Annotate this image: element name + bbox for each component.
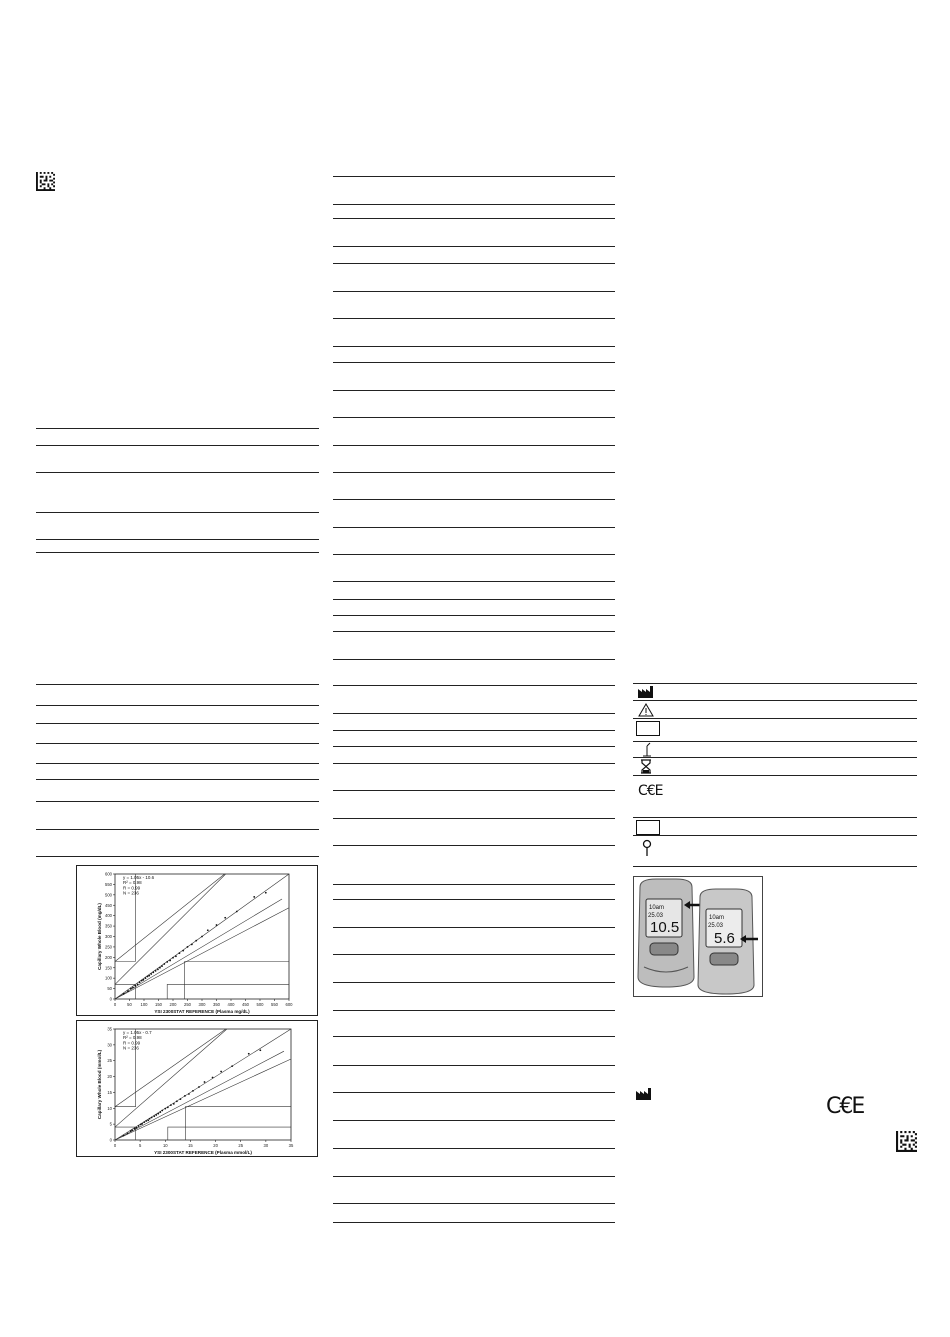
data-point <box>152 971 154 973</box>
y-tick-label: 25 <box>107 1058 112 1064</box>
data-point <box>195 940 197 942</box>
data-point <box>141 1123 143 1125</box>
data-point <box>178 952 180 954</box>
temperature-limit-icon <box>640 742 654 757</box>
data-point <box>137 984 139 986</box>
x-axis-label: YSI 2300STAT REFERENCE (Plasma mmol/L) <box>154 1150 252 1155</box>
datamatrix-barcode-bottom-icon <box>896 1131 917 1152</box>
data-point <box>159 967 161 969</box>
data-point <box>175 955 177 957</box>
data-point <box>151 1117 153 1119</box>
data-point <box>155 970 157 972</box>
data-point <box>169 960 171 962</box>
y-tick-label: 350 <box>105 923 112 929</box>
data-point <box>150 973 152 975</box>
lancet-icon <box>641 839 653 857</box>
x-tick-label: 30 <box>263 1143 269 1148</box>
data-point <box>179 1098 181 1100</box>
data-point <box>145 977 147 979</box>
y-tick-label: 400 <box>105 913 112 919</box>
x-tick-label: 600 <box>285 1002 293 1007</box>
y-tick-label: 30 <box>107 1042 112 1048</box>
regression-annotation: R = 0.99 <box>123 885 141 891</box>
y-axis-label: Capillary Whole Blood (mmol/L) <box>97 1049 102 1120</box>
data-point <box>172 957 174 959</box>
data-point <box>157 1113 159 1115</box>
data-point <box>176 1100 178 1102</box>
data-point <box>123 993 125 995</box>
zone-boundary <box>185 962 289 1000</box>
error-grid-line <box>115 1051 284 1140</box>
data-point <box>173 1103 175 1105</box>
x-tick-label: 5 <box>138 1143 142 1148</box>
y-tick-label: 250 <box>105 944 112 950</box>
data-point <box>136 1127 138 1129</box>
data-point <box>164 1108 166 1110</box>
data-point <box>153 1115 155 1117</box>
data-point <box>163 963 165 965</box>
data-point <box>259 1049 261 1051</box>
data-point <box>130 988 132 990</box>
x-tick-label: 25 <box>238 1143 244 1148</box>
y-tick-label: 600 <box>105 871 112 877</box>
data-point <box>236 911 238 913</box>
error-grid-line <box>115 1059 291 1140</box>
data-point <box>157 969 159 971</box>
chart-mgdl <box>76 865 318 1016</box>
regression-annotation: R = 0.99 <box>123 1040 141 1046</box>
data-point <box>149 1118 151 1120</box>
data-point <box>216 924 218 926</box>
data-point <box>141 980 143 982</box>
data-point <box>187 946 189 948</box>
y-tick-label: 20 <box>107 1074 112 1080</box>
chart-mmol <box>76 1020 318 1157</box>
data-point <box>253 896 255 898</box>
data-point <box>123 1135 125 1137</box>
meter-left-reading: 10.5 <box>650 919 680 936</box>
error-grid-line <box>115 899 282 999</box>
regression-annotation: y = 1.05x - 10.6 <box>123 875 155 880</box>
data-point <box>132 987 134 989</box>
data-point <box>166 961 168 963</box>
x-tick-label: 450 <box>242 1002 249 1007</box>
regression-annotation: N = 236 <box>123 1045 139 1051</box>
data-point <box>134 1128 136 1130</box>
x-tick-label: 300 <box>198 1002 206 1007</box>
zone-boundary <box>185 1107 291 1140</box>
regression-annotation: R² = 0.98 <box>123 1035 142 1041</box>
data-point <box>131 1129 133 1131</box>
data-point <box>207 929 209 931</box>
hourglass-icon <box>640 759 652 774</box>
meter-left-time: 10am <box>649 905 665 911</box>
data-point <box>147 976 149 978</box>
data-point <box>134 985 136 987</box>
regression-annotation: R² = 0.98 <box>123 880 142 886</box>
x-tick-label: 20 <box>213 1143 218 1148</box>
meter-photo <box>633 876 763 997</box>
data-point <box>192 1090 194 1092</box>
y-tick-label: 150 <box>105 965 112 971</box>
data-point <box>143 979 145 981</box>
data-point <box>231 1065 233 1067</box>
data-point <box>139 981 141 983</box>
y-tick-label: 15 <box>107 1089 112 1095</box>
y-tick-label: 200 <box>105 954 112 960</box>
x-tick-label: 50 <box>127 1002 132 1007</box>
ce-mark: C€E <box>638 783 663 799</box>
meter-right-date: 25.03 <box>708 923 724 929</box>
x-tick-label: 0 <box>113 1002 117 1007</box>
x-tick-label: 0 <box>113 1143 117 1148</box>
data-point <box>184 1095 186 1097</box>
data-point <box>188 1093 190 1095</box>
x-tick-label: 15 <box>188 1143 193 1148</box>
x-tick-label: 35 <box>288 1143 294 1148</box>
y-tick-label: 300 <box>105 934 112 939</box>
y-tick-label: 35 <box>107 1026 112 1032</box>
data-point <box>182 950 184 952</box>
x-tick-label: 100 <box>140 1002 148 1007</box>
ce-mark-bottom: C€E <box>826 1094 864 1119</box>
data-point <box>130 1130 132 1132</box>
x-tick-label: 550 <box>271 1002 278 1007</box>
y-tick-label: 50 <box>107 986 112 992</box>
manufacturer-icon <box>638 686 654 698</box>
zone-boundary <box>167 984 289 999</box>
data-point <box>224 917 226 919</box>
data-point <box>161 1110 163 1112</box>
data-point <box>220 1071 222 1073</box>
x-tick-label: 10 <box>162 1143 168 1148</box>
data-point <box>127 990 129 992</box>
data-point <box>159 1111 161 1113</box>
datamatrix-barcode-icon <box>36 172 55 191</box>
regression-annotation: y = 1.05x - 0.7 <box>123 1030 152 1035</box>
error-grid-line <box>115 908 289 999</box>
y-tick-label: 100 <box>105 975 112 981</box>
y-tick-label: 5 <box>109 1121 112 1127</box>
meter-left-date: 25.03 <box>648 913 664 919</box>
x-tick-label: 250 <box>184 1002 191 1007</box>
data-point <box>138 1125 140 1127</box>
x-tick-label: 350 <box>213 1002 220 1007</box>
y-tick-label: 550 <box>105 881 112 887</box>
box-symbol-2-icon <box>636 820 660 835</box>
box-symbol-icon <box>636 721 660 736</box>
zone-boundary <box>168 1127 291 1140</box>
data-point <box>198 1086 200 1088</box>
data-point <box>127 1132 129 1134</box>
y-tick-label: 450 <box>105 902 112 908</box>
regression-annotation: N = 236 <box>123 890 139 896</box>
data-point <box>248 1053 250 1055</box>
y-tick-label: 0 <box>109 996 112 1002</box>
data-point <box>145 1120 147 1122</box>
data-point <box>170 1104 172 1106</box>
data-point <box>147 1119 149 1121</box>
x-tick-label: 400 <box>227 1002 235 1007</box>
manufacturer-bottom-icon <box>636 1088 652 1100</box>
data-point <box>167 1106 169 1108</box>
data-point <box>191 944 193 946</box>
x-axis-label: YSI 2300STAT REFERENCE (Plasma mg/dL) <box>154 1009 250 1014</box>
data-point <box>204 1081 206 1083</box>
caution-icon <box>638 703 654 717</box>
y-axis-label: Capillary Whole Blood (mg/dL) <box>97 903 102 970</box>
x-tick-label: 200 <box>169 1002 177 1007</box>
data-point <box>143 1121 145 1123</box>
x-tick-label: 150 <box>155 1002 162 1007</box>
y-tick-label: 500 <box>105 892 112 898</box>
x-tick-label: 500 <box>256 1002 264 1007</box>
data-point <box>161 965 163 967</box>
meter-right-time: 10am <box>709 915 725 921</box>
data-point <box>155 1114 157 1116</box>
y-tick-label: 0 <box>109 1137 112 1143</box>
data-point <box>201 936 203 938</box>
data-point <box>212 1077 214 1079</box>
meter-right-reading: 5.6 <box>714 930 735 947</box>
data-point <box>265 892 267 894</box>
y-tick-label: 10 <box>107 1105 112 1111</box>
data-point <box>148 975 150 977</box>
